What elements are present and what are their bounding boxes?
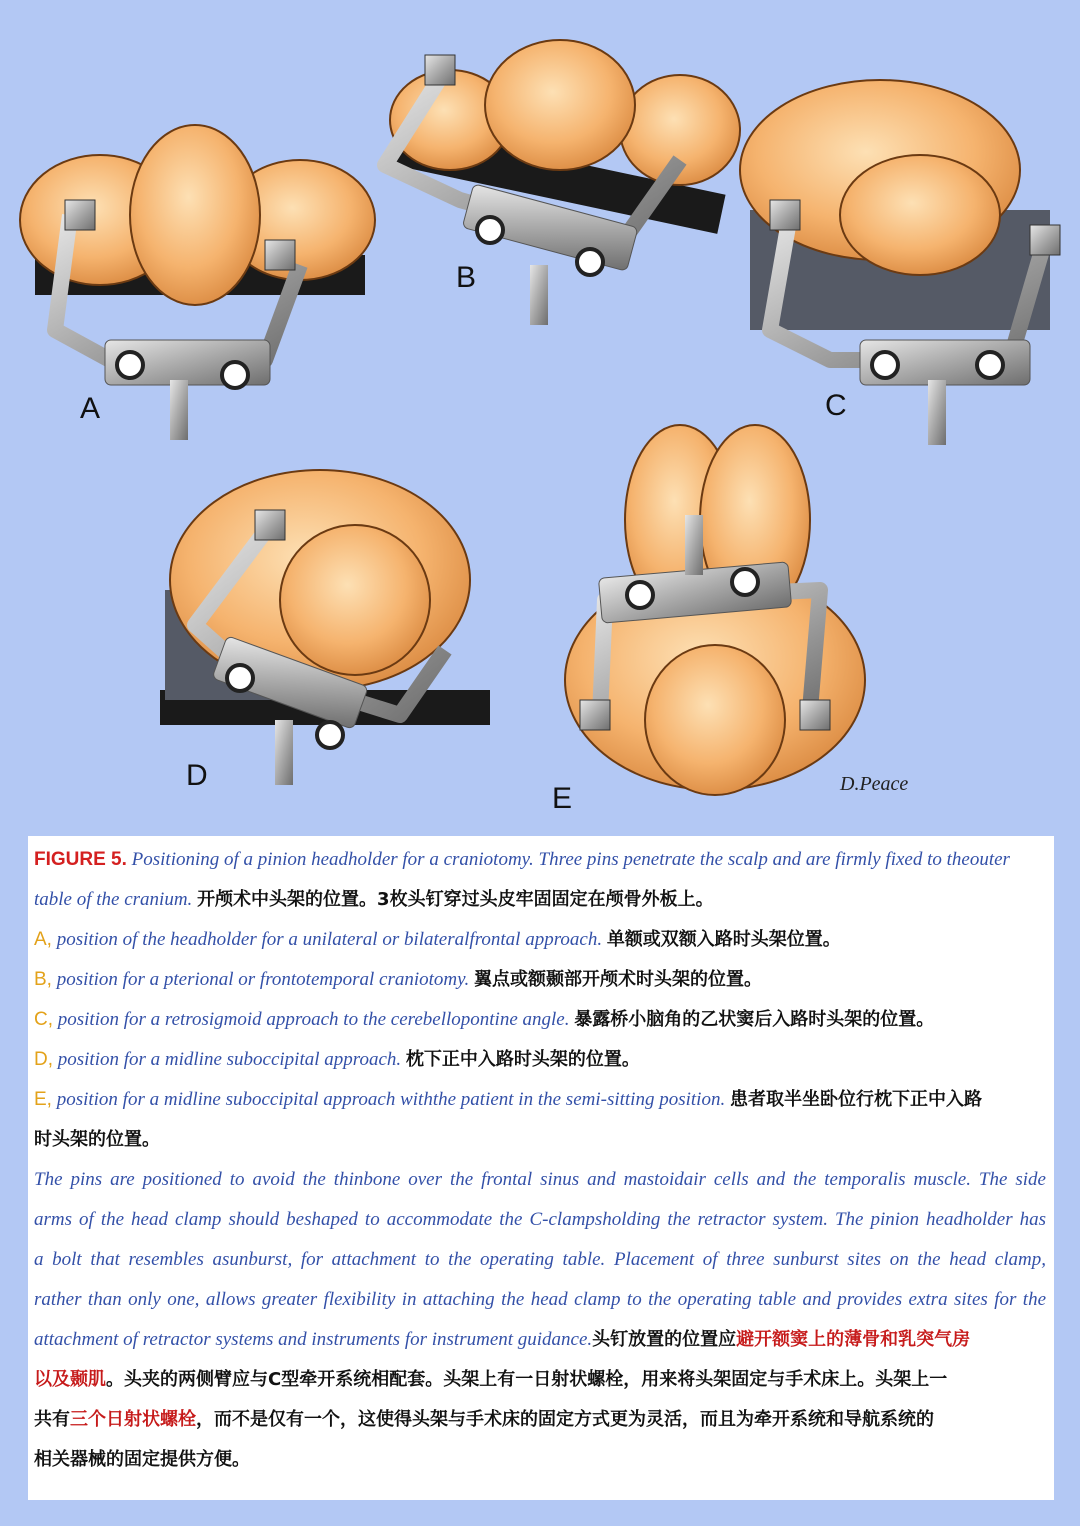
panel-label-b: B xyxy=(456,261,477,294)
para-last-zh-red: 避开额窦上的薄骨和乳突气房 xyxy=(736,1329,971,1350)
zh-line-2 xyxy=(34,1360,1046,1400)
figure-caption xyxy=(28,836,1054,1500)
zh-line2-text: 。头夹的两侧臂应与C型牵开系统相配套。头架上有一日射状螺栓，用来将头架固定与手术床上。头架上一 xyxy=(106,1369,948,1390)
panel-a-drawing xyxy=(20,125,375,440)
item-letter-e: E, xyxy=(34,1089,52,1110)
para-line-2: arms of the head clamp should beshaped to accommodate the C-clampsholding the retractor system. The pinion headholder has xyxy=(34,1209,1046,1230)
zh-line-3 xyxy=(34,1400,1046,1440)
item-zh-b: 翼点或额颞部开颅术时头架的位置。 xyxy=(474,969,763,990)
zh-line3-a: 共有 xyxy=(34,1409,70,1430)
panel-b-drawing xyxy=(385,40,740,325)
caption-intro-en-2: table of the cranium. xyxy=(34,889,193,910)
caption-line-2 xyxy=(34,880,1046,920)
item-en-d: position for a midline suboccipital approach. xyxy=(57,1049,402,1070)
item-zh-a: 单额或双额入路时头架位置。 xyxy=(606,929,841,950)
caption-item-a xyxy=(34,920,1046,960)
zh-line3-b: ，而不是仅有一个，这使得头架与手术床的固定方式更为灵活，而且为牵开系统和导航系统的 xyxy=(196,1409,934,1430)
para-line-5 xyxy=(34,1320,1046,1360)
caption-item-c xyxy=(34,1000,1046,1040)
caption-intro-zh: 开颅术中头架的位置。3枚头钉穿过头皮牢固固定在颅骨外板上。 xyxy=(197,889,714,910)
item-letter-b: B, xyxy=(34,969,52,990)
item-letter-d: D, xyxy=(34,1049,53,1070)
caption-intro-en-1: Positioning of a pinion headholder for a craniotomy. Three pins penetrate the scalp and are firmly fixed to theouter xyxy=(131,849,1010,870)
para-line-1: The pins are positioned to avoid the thinbone over the frontal sinus and mastoidair cells and the temporalis muscle. The side xyxy=(34,1169,1046,1190)
panel-d-drawing xyxy=(160,470,490,785)
item-letter-c: C, xyxy=(34,1009,53,1030)
caption-item-b xyxy=(34,960,1046,1000)
item-zh-d: 枕下正中入路时头架的位置。 xyxy=(405,1049,640,1070)
panel-e-drawing xyxy=(565,425,865,795)
para-last-en: attachment of retractor systems and instruments for instrument guidance. xyxy=(34,1329,593,1350)
item-zh-e-1: 患者取半坐卧位行枕下正中入路 xyxy=(729,1089,982,1110)
zh-line2-red: 以及颞肌 xyxy=(34,1369,106,1390)
caption-line-1 xyxy=(34,840,1046,880)
para-line-4: rather than only one, allows greater flexibility in attaching the head clamp to the operating table and provides extra sites for the xyxy=(34,1289,1046,1310)
panel-label-a: A xyxy=(80,392,101,425)
figure-label: FIGURE 5. xyxy=(34,849,127,870)
para-last-zh: 头钉放置的位置应 xyxy=(592,1329,737,1350)
zh-line4-text: 相关器械的固定提供方便。 xyxy=(34,1449,250,1470)
item-en-b: position for a pterional or frontotemporal craniotomy. xyxy=(56,969,470,990)
caption-item-d xyxy=(34,1040,1046,1080)
item-zh-c: 暴露桥小脑角的乙状窦后入路时头架的位置。 xyxy=(574,1009,935,1030)
para-line-3: a bolt that resembles asunburst, for attachment to the operating table. Placement of three sunburst sites on the head clamp, xyxy=(34,1249,1046,1270)
zh-line3-red: 三个日射状螺栓 xyxy=(70,1409,196,1430)
item-letter-a: A, xyxy=(34,929,52,950)
caption-item-e-cont xyxy=(34,1120,1046,1160)
item-en-e: position for a midline suboccipital approach withthe patient in the semi-sitting position. xyxy=(56,1089,726,1110)
zh-line-4 xyxy=(34,1440,1046,1480)
panel-label-d: D xyxy=(186,759,208,792)
item-en-c: position for a retrosigmoid approach to the cerebellopontine angle. xyxy=(57,1009,570,1030)
panel-label-c: C xyxy=(825,389,847,422)
caption-item-e xyxy=(34,1080,1046,1120)
item-en-a: position of the headholder for a unilateral or bilateralfrontal approach. xyxy=(56,929,603,950)
item-zh-e-2: 时头架的位置。 xyxy=(34,1129,160,1150)
artist-signature: D.Peace xyxy=(840,773,909,795)
panel-c-drawing xyxy=(740,80,1060,445)
panel-label-e: E xyxy=(552,782,573,815)
